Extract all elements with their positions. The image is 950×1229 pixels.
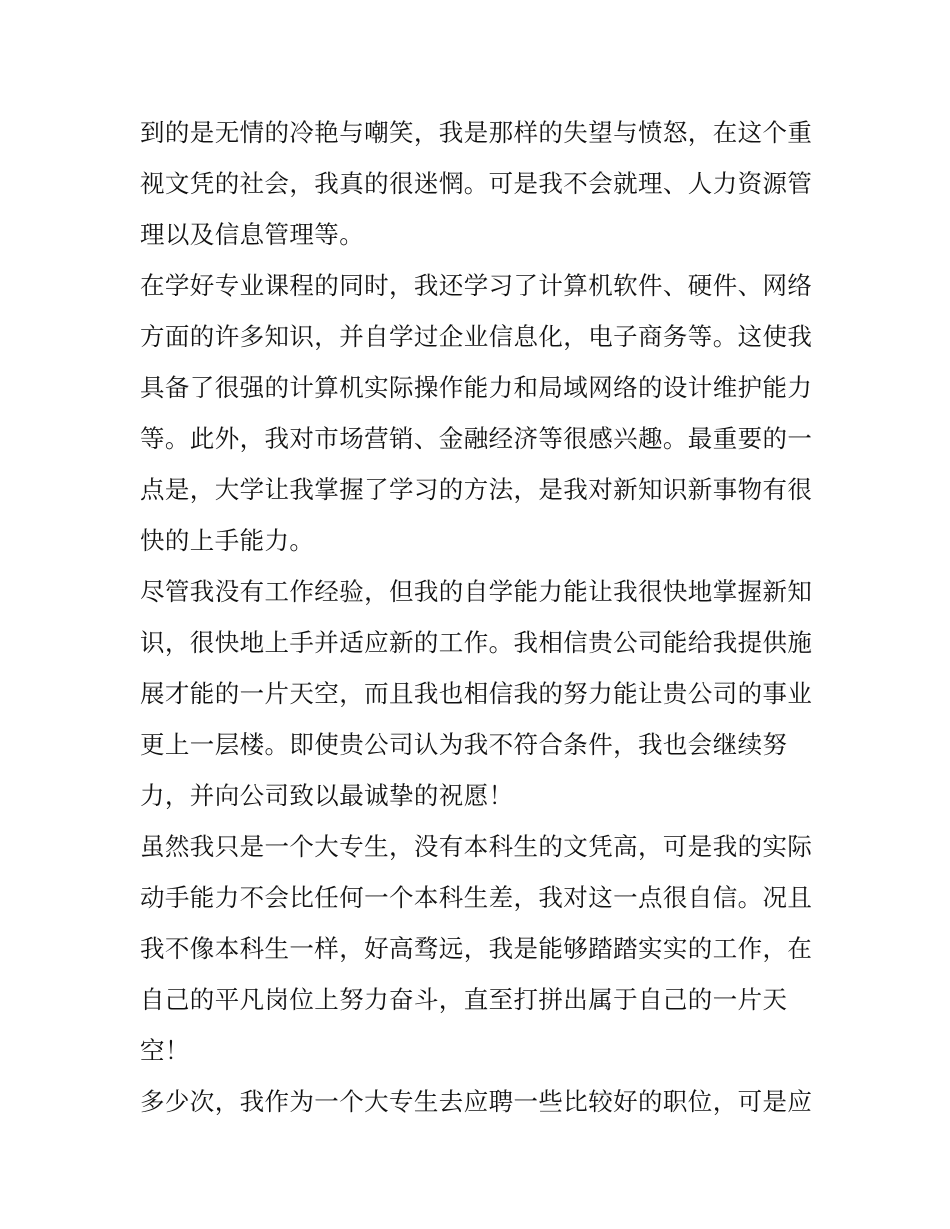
text-line-20: 多少次，我作为一个大专生去应聘一些比较好的职位，可是应 — [140, 1087, 813, 1116]
text-line-11: 识，很快地上手并适应新的工作。我相信贵公司能给我提供施 — [140, 628, 813, 657]
text-line-16: 动手能力不会比任何一个本科生差，我对这一点很自信。况且 — [140, 883, 813, 912]
text-line-13: 更上一层楼。即使贵公司认为我不符合条件，我也会继续努 — [140, 730, 788, 759]
text-line-9: 快的上手能力。 — [140, 526, 315, 555]
text-line-4: 在学好专业课程的同时，我还学习了计算机软件、硬件、网络 — [140, 271, 813, 300]
document-body — [140, 107, 820, 1127]
text-line-19: 空！ — [140, 1036, 190, 1065]
text-line-8: 点是，大学让我掌握了学习的方法，是我对新知识新事物有很 — [140, 475, 813, 504]
text-line-6: 具备了很强的计算机实际操作能力和局域网络的设计维护能力 — [140, 373, 813, 402]
text-line-14: 力，并向公司致以最诚挚的祝愿！ — [140, 781, 514, 810]
text-line-12: 展才能的一片天空，而且我也相信我的努力能让贵公司的事业 — [140, 679, 813, 708]
text-line-7: 等。此外，我对市场营销、金融经济等很感兴趣。最重要的一 — [140, 424, 813, 453]
text-line-3: 理以及信息管理等。 — [140, 220, 365, 249]
text-line-17: 我不像本科生一样，好高骛远，我是能够踏踏实实的工作，在 — [140, 934, 813, 963]
text-line-18: 自己的平凡岗位上努力奋斗，直至打拼出属于自己的一片天 — [140, 985, 788, 1014]
text-line-5: 方面的许多知识，并自学过企业信息化，电子商务等。这使我 — [140, 322, 813, 351]
text-line-10: 尽管我没有工作经验，但我的自学能力能让我很快地掌握新知 — [140, 577, 813, 606]
text-line-2: 视文凭的社会，我真的很迷惘。可是我不会就理、人力资源管 — [140, 169, 813, 198]
text-line-15: 虽然我只是一个大专生，没有本科生的文凭高，可是我的实际 — [140, 832, 813, 861]
text-line-1: 到的是无情的冷艳与嘲笑，我是那样的失望与愤怒，在这个重 — [140, 118, 813, 147]
